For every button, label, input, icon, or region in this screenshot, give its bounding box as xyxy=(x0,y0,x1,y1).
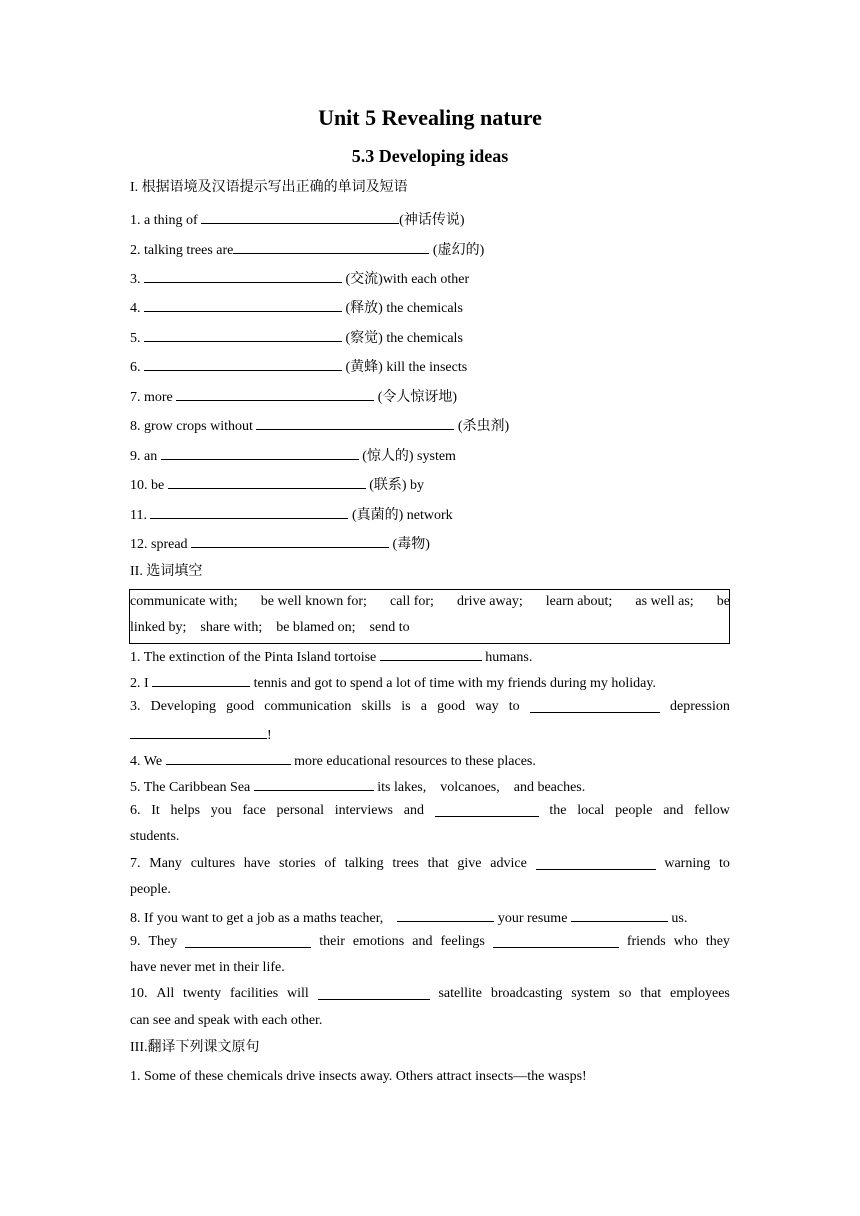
answer-blank[interactable] xyxy=(144,268,342,283)
s2-question-9: 9. They their emotions and feelings friends who they xyxy=(130,934,730,949)
s2-question-3-cont: ! xyxy=(130,724,272,745)
answer-blank[interactable] xyxy=(130,724,267,739)
answer-blank[interactable] xyxy=(150,504,348,519)
section2-heading: II. 选词填空 xyxy=(130,564,203,579)
word-bank-box xyxy=(129,589,730,644)
s1-item-9: 9. an (惊人的) system xyxy=(130,445,456,466)
word-bank-item: drive away; xyxy=(457,594,523,609)
s1-item-3: 3. (交流)with each other xyxy=(130,268,469,289)
section1-heading: I. 根据语境及汉语提示写出正确的单词及短语 xyxy=(130,180,408,195)
answer-blank[interactable] xyxy=(191,533,389,548)
page-subtitle: 5.3 Developing ideas xyxy=(351,146,509,166)
word-bank-item: be blamed on; xyxy=(276,620,356,635)
answer-blank[interactable] xyxy=(571,907,668,922)
s2-question-10: 10. All twenty facilities will satellite broadcasting system so that employees xyxy=(130,986,730,1001)
word-bank-row xyxy=(130,619,730,637)
s1-item-12: 12. spread (毒物) xyxy=(130,533,430,554)
word-bank-item: be well known for; xyxy=(260,594,367,609)
s2-question-9-cont: have never met in their life. xyxy=(130,960,285,975)
word-bank-item: learn about; xyxy=(545,594,613,609)
answer-blank[interactable] xyxy=(161,445,359,460)
answer-blank[interactable] xyxy=(318,985,430,1000)
s2-question-6: 6. It helps you face personal interviews and the local people and fellow xyxy=(130,803,730,818)
s2-question-1: 1. The extinction of the Pinta Island tortoise humans. xyxy=(130,646,532,667)
s2-question-7: 7. Many cultures have stories of talking trees that give advice warning to xyxy=(130,856,730,871)
s1-item-4: 4. (释放) the chemicals xyxy=(130,297,463,318)
answer-blank[interactable] xyxy=(201,209,399,224)
s1-item-11: 11. (真菌的) network xyxy=(130,504,453,525)
answer-blank[interactable] xyxy=(144,297,342,312)
answer-blank[interactable] xyxy=(144,327,342,342)
answer-blank[interactable] xyxy=(233,239,429,254)
answer-blank[interactable] xyxy=(530,698,660,713)
answer-blank[interactable] xyxy=(256,415,454,430)
word-bank-item: communicate with; xyxy=(130,594,238,609)
s2-question-3: 3. Developing good communication skills is a good way to depression xyxy=(130,699,730,714)
answer-blank[interactable] xyxy=(144,356,342,371)
word-bank-item: send to xyxy=(369,620,410,635)
answer-blank[interactable] xyxy=(254,776,374,791)
answer-blank[interactable] xyxy=(536,855,656,870)
answer-blank[interactable] xyxy=(152,672,250,687)
answer-blank[interactable] xyxy=(397,907,494,922)
word-bank-item: call for; xyxy=(390,594,434,609)
s2-question-10-cont: can see and speak with each other. xyxy=(130,1013,323,1028)
answer-blank[interactable] xyxy=(176,386,374,401)
answer-blank[interactable] xyxy=(185,933,311,948)
s1-item-6: 6. (黄蜂) kill the insects xyxy=(130,356,467,377)
s1-item-1: 1. a thing of (神话传说) xyxy=(130,209,464,230)
word-bank-item: share with; xyxy=(200,620,263,635)
word-bank-item: linked by; xyxy=(130,620,187,635)
s2-question-4: 4. We more educational resources to these places. xyxy=(130,750,536,771)
page-title: Unit 5 Revealing nature xyxy=(318,105,542,130)
s1-item-10: 10. be (联系) by xyxy=(130,474,424,495)
s1-item-2: 2. talking trees are (虚幻的) xyxy=(130,239,484,260)
word-bank-row xyxy=(130,593,730,611)
s2-question-8: 8. If you want to get a job as a maths teacher, your resume us. xyxy=(130,907,687,928)
answer-blank[interactable] xyxy=(380,646,482,661)
answer-blank[interactable] xyxy=(493,933,619,948)
s3-item-1: 1. Some of these chemicals drive insects away. Others attract insects—the wasps! xyxy=(130,1069,587,1084)
answer-blank[interactable] xyxy=(168,474,366,489)
word-bank-item: be xyxy=(716,594,730,609)
answer-blank[interactable] xyxy=(166,750,291,765)
section3-heading: III.翻译下列课文原句 xyxy=(130,1040,260,1055)
s2-question-7-cont: people. xyxy=(130,882,171,897)
s1-item-5: 5. (察觉) the chemicals xyxy=(130,327,463,348)
answer-blank[interactable] xyxy=(435,802,539,817)
s2-question-5: 5. The Caribbean Sea its lakes, volcanoes, and beaches. xyxy=(130,776,585,797)
s1-item-8: 8. grow crops without (杀虫剂) xyxy=(130,415,509,436)
s2-question-2: 2. I tennis and got to spend a lot of time with my friends during my holiday. xyxy=(130,672,656,693)
s2-question-6-cont: students. xyxy=(130,829,180,844)
s1-item-7: 7. more (令人惊讶地) xyxy=(130,386,457,407)
word-bank-item: as well as; xyxy=(635,594,694,609)
